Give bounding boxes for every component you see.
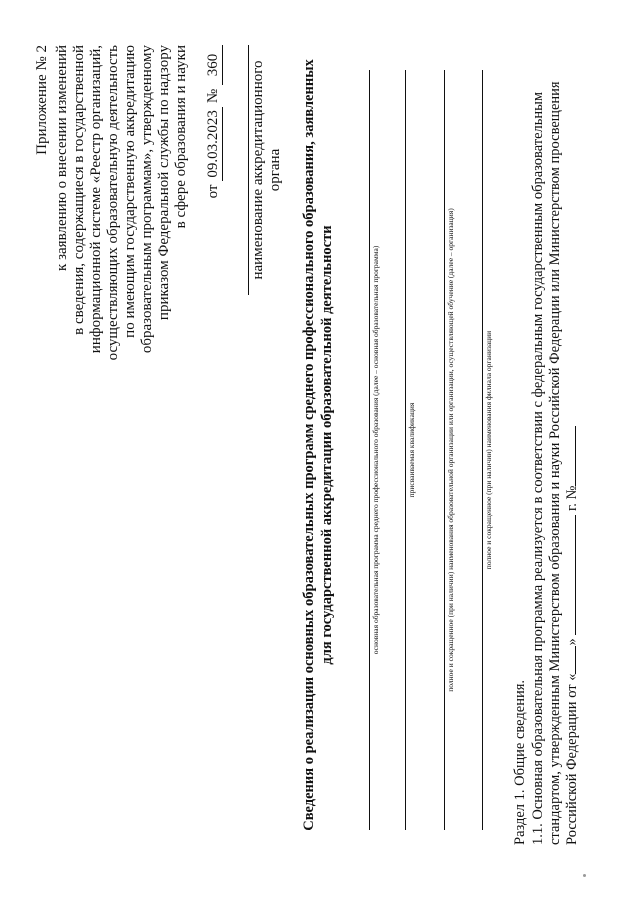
paragraph-1-1: [530, 45, 581, 845]
appendix-line: осуществляющих образовательную деятельность: [105, 45, 121, 361]
document-title: [300, 45, 336, 845]
branch-blank: [482, 70, 483, 830]
organization-caption: полное и сокращенное (при наличии) наименования образовательной организации или организации, осуществляющей обучение (далее – организация): [446, 208, 455, 692]
branch-caption: полное и сокращенное (при наличии) наименования филиала организации: [484, 330, 493, 570]
appendix-description: [54, 45, 190, 360]
appendix-line: к заявлению о внесении изменений: [54, 45, 70, 271]
appendix-line: в сфере образования и науки: [173, 45, 189, 229]
order-date: 09.03.2023: [205, 107, 223, 181]
title-line: для государственной аккредитации образовательной деятельности: [319, 225, 335, 665]
number-blank: [575, 426, 576, 486]
section1-heading: Раздел 1. Общие сведения.: [512, 679, 528, 845]
year-number-label: г. №: [564, 485, 580, 512]
appendix-title: Приложение № 2: [34, 45, 50, 155]
org-name-blank: [248, 45, 249, 295]
paragraph-line: стандартом, утвержденным Министерством образования и науки Российской Федерации или Министерством просвещения: [547, 81, 563, 845]
appendix-line: по имеющим государственную аккредитацию: [122, 45, 138, 338]
day-blank: [575, 646, 576, 674]
paragraph-line-with-blanks: [564, 45, 581, 845]
appendix-line: в сведения, содержащиеся в государственной: [71, 45, 87, 335]
title-line: Сведения о реализации основных образовательных программ среднего профессионального образования, заявленных: [301, 59, 317, 831]
order-number: 360: [205, 45, 223, 85]
program-caption: основная образовательная программа среднего профессионального образования (далее – основная образовательная программа): [371, 245, 380, 655]
month-year-blank: [575, 515, 576, 635]
order-reference: [205, 45, 223, 198]
appendix-line: образовательным программам», утвержденному: [139, 45, 155, 354]
day-close-quote: »: [564, 638, 580, 646]
organization-blank: [444, 70, 445, 830]
program-blank: [369, 70, 370, 830]
order-prefix: от: [205, 184, 221, 199]
date-prefix: Российской Федерации от «: [564, 673, 580, 845]
paragraph-line: 1.1. Основная образовательная программа реализуется в соответствии с федеральным государственным образовательным: [530, 91, 546, 845]
qualification-caption: присваиваемая квалификация: [407, 402, 416, 498]
qualification-blank: [405, 70, 406, 830]
appendix-line: приказом Федеральной службы по надзору: [156, 45, 172, 321]
order-number-label: №: [205, 88, 221, 104]
appendix-line: информационной системе «Реестр организаций,: [88, 45, 104, 354]
org-name-label: наименование аккредитационного органа: [250, 60, 283, 280]
scan-speck: [583, 874, 586, 877]
